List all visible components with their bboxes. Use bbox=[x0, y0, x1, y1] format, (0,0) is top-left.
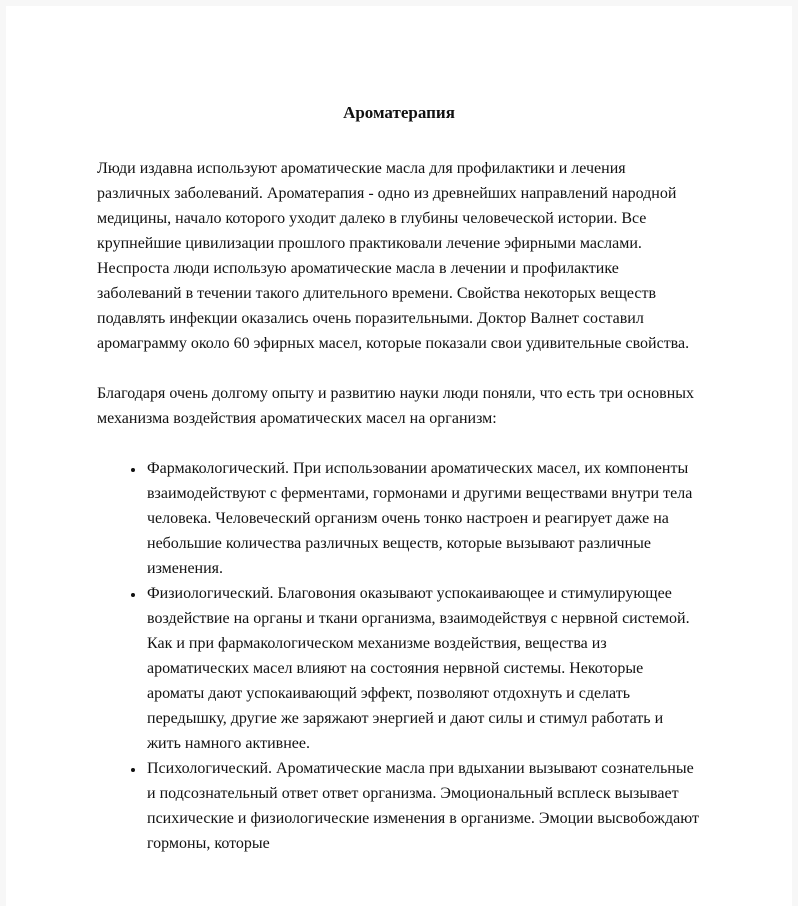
bullet-item-physiological: • Физиологический. Благовония оказывают успокаивающее и стимулирующее воздействие на органы и ткани организма, взаимодействуя с нервной системой. Как и при фармакологическом механизме воздействия, вещества из ароматических масел влияют на состояния нервной системы. Некоторые ароматы дают успокаивающий эффект, позволяют отдохнуть и сделать передышку, другие же заряжают энергией и дают силы и стимул работать и жить намного активнее. bbox=[145, 581, 701, 756]
paragraph-mechanisms-lead: Благодаря очень долгому опыту и развитию науки люди поняли, что есть три основных механизма воздействия ароматических масел на организм: bbox=[97, 385, 695, 427]
page-title: Ароматерапия bbox=[343, 103, 455, 122]
document-page bbox=[6, 6, 792, 906]
bullet-item-pharmacological: • Фармакологический. При использовании ароматических масел, их компоненты взаимодействуют с ферментами, гормонами и другими веществами внутри тела человека. Человеческий организм очень тонко настроен и реагирует даже на небольшие количества различных веществ, которые вызывают различные изменения. bbox=[145, 456, 701, 581]
bullet-item-psychological: • Психологический. Ароматические масла при вдыхании вызывают сознательные и подсознательный ответ ответ организма. Эмоциональный всплеск вызывает психические и физиологические изменения в организме. Эмоции высвобождают гормоны, которые bbox=[145, 756, 701, 856]
paragraph-intro: Люди издавна используют ароматические масла для профилактики и лечения различных заболеваний. Ароматерапия - одно из древнейших направлений народной медицины, начало которого уходит далеко в глубины человеческой истории. Все крупнейшие цивилизации прошлого практиковали лечение эфирными маслами. Неспроста люди использую ароматические масла в лечении и профилактике заболеваний в течении такого длительного времени. Свойства некоторых веществ подавлять инфекции оказались очень поразительными. Доктор Валнет составил аромаграмму около 60 эфирных масел, которые показали свои удивительные свойства. bbox=[97, 160, 690, 352]
bullet-list bbox=[97, 456, 701, 856]
